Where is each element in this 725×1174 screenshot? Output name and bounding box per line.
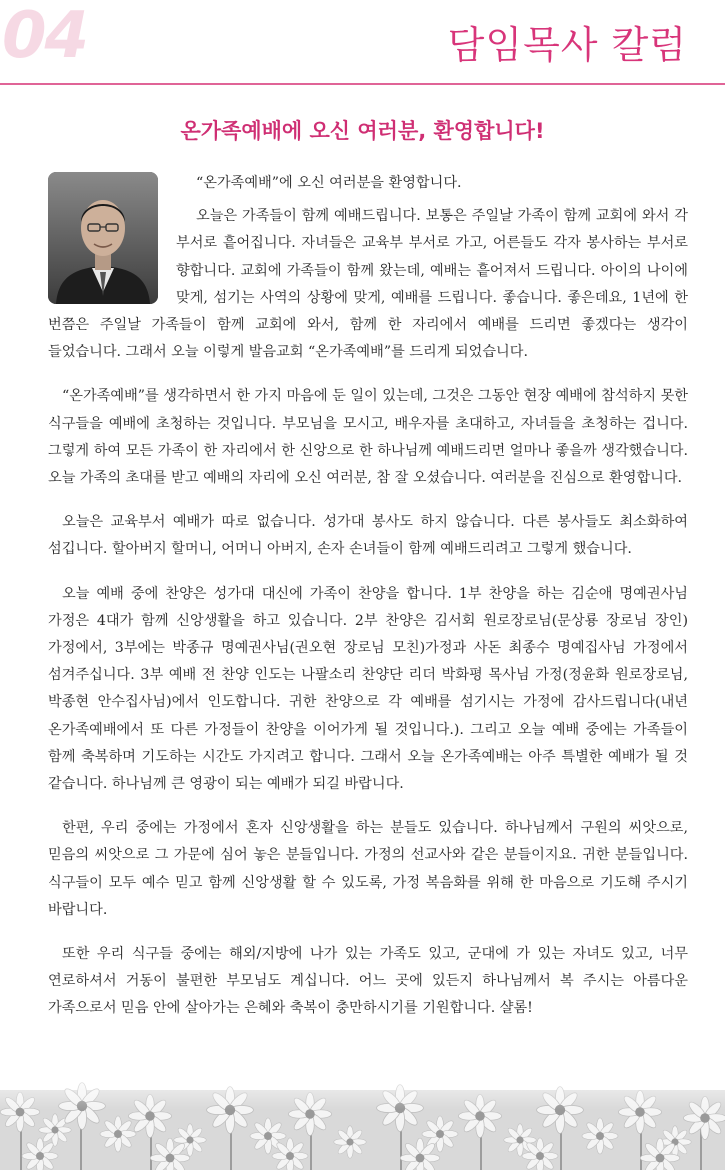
- body-paragraph: 오늘은 교육부서 예배가 따로 없습니다. 성가대 봉사도 하지 않습니다. 다른 봉사들도 최소화하여 섬깁니다. 할아버지 할머니, 어머니 아버지, 손자 손녀들이 함께 예배드리려고 그렇게 했습니다.: [48, 514, 688, 558]
- pastor-portrait: [48, 172, 158, 304]
- body-paragraph: 오늘 예배 중에 찬양은 성가대 대신에 가족이 찬양을 합니다. 1부 찬양을 하는 김순애 명예권사님 가정은 4대가 함께 신앙생활을 하고 있습니다. 2부 찬양은 김서회 원로장로님(문상룡 장로님 장인) 가정에서, 3부에는 박종규 명예권사님(권오현 장로님 모친)가정과 사돈 최종수 명예집사님 가정에서 섬겨주십니다. 3부 예배 전 찬양 인도는 나팔소리 찬양단 리더 박화평 목사님 가정(정윤화 원로장로님, 박종현 안수집사님)에서 인도합니다. 귀한 찬양으로 각 예배를 섬기시는 가정에 감사드립니다(내년 온가족예배에서 또 다른 가정들이 찬양을 이어가게 될 것입니다.). 그리고 오늘 예배 중에는 가족들이 함께 축복하며 기도하는 시간도 가지려고 합니다. 그래서 오늘 온가족예배는 아주 특별한 예배가 될 것 같습니다. 하나님께 큰 영광이 되는 예배가 되길 바랍니다.: [48, 585, 688, 793]
- body-paragraph: 한편, 우리 중에는 가정에서 혼자 신앙생활을 하는 분들도 있습니다. 하나님께서 구원의 씨앗으로, 믿음의 씨앗으로 그 가문에 심어 놓은 분들입니다. 가정의 선교사와 같은 분들이지요. 귀한 분들입니다. 식구들이 모두 예수 믿고 함께 신앙생활 할 수 있도록, 가정 복음화를 위해 한 마음으로 기도해 주시기 바랍니다.: [48, 820, 688, 918]
- body-paragraph: 또한 우리 식구들 중에는 해외/지방에 나가 있는 가족도 있고, 군대에 가 있는 자녀도 있고, 너무 연로하셔서 거동이 불편한 부모님도 계십니다. 어느 곳에 있든지 하나님께서 복 주시는 아름다운 가족으로서 믿음 안에 살아가는 은혜와 축복이 충만하시기를 기원합니다. 샬롬!: [48, 946, 688, 1017]
- article-body: [48, 170, 688, 1040]
- greeting-paragraph: “온가족예배”에 오신 여러분을 환영합니다.: [196, 175, 462, 191]
- body-paragraph: “온가족예배”를 생각하면서 한 가지 마음에 둔 일이 있는데, 그것은 그동안 현장 예배에 참석하지 못한 식구들을 예배에 초청하는 것입니다. 부모님을 모시고, 배우자를 초대하고, 자녀들을 초청하는 겁니다. 그렇게 하여 모든 가족이 한 자리에서 한 신앙으로 한 하나님께 예배드리면 얼마나 좋을까 생각했습니다. 오늘 가족의 초대를 받고 예배의 자리에 오신 여러분, 참 잘 오셨습니다. 여러분을 진심으로 환영합니다.: [48, 388, 688, 487]
- flower-border-decoration: [0, 1060, 725, 1170]
- body-paragraph: 오늘은 가족들이 함께 예배드립니다. 보통은 주일날 가족이 함께 교회에 와서 각 부서로 흩어집니다. 자녀들은 교육부 부서로 가고, 어른들도 각자 봉사하는 부서로 향합니다. 교회에 가족들이 함께 왔는데, 예배는 흩어져서 드립니다. 아이의 나이에 맞게, 섬기는 사역의 상황에 맞게, 예배를 드립니다. 좋습니다. 좋은데요, 1년에 한 번쯤은 주일날 가족들이 함께 교회에 와서, 함께 한 자리에서 예배를 드리면 좋겠다는 생각이 들었습니다. 그래서 오늘 이렇게 발음교회 “온가족예배”를 드리게 되었습니다.: [48, 208, 688, 361]
- column-title: 담임목사 칼럼: [447, 23, 687, 67]
- article-headline: 온가족예배에 오신 여러분, 환영합니다!: [180, 119, 545, 143]
- title-divider: [0, 83, 725, 85]
- page-number: 04: [2, 0, 88, 73]
